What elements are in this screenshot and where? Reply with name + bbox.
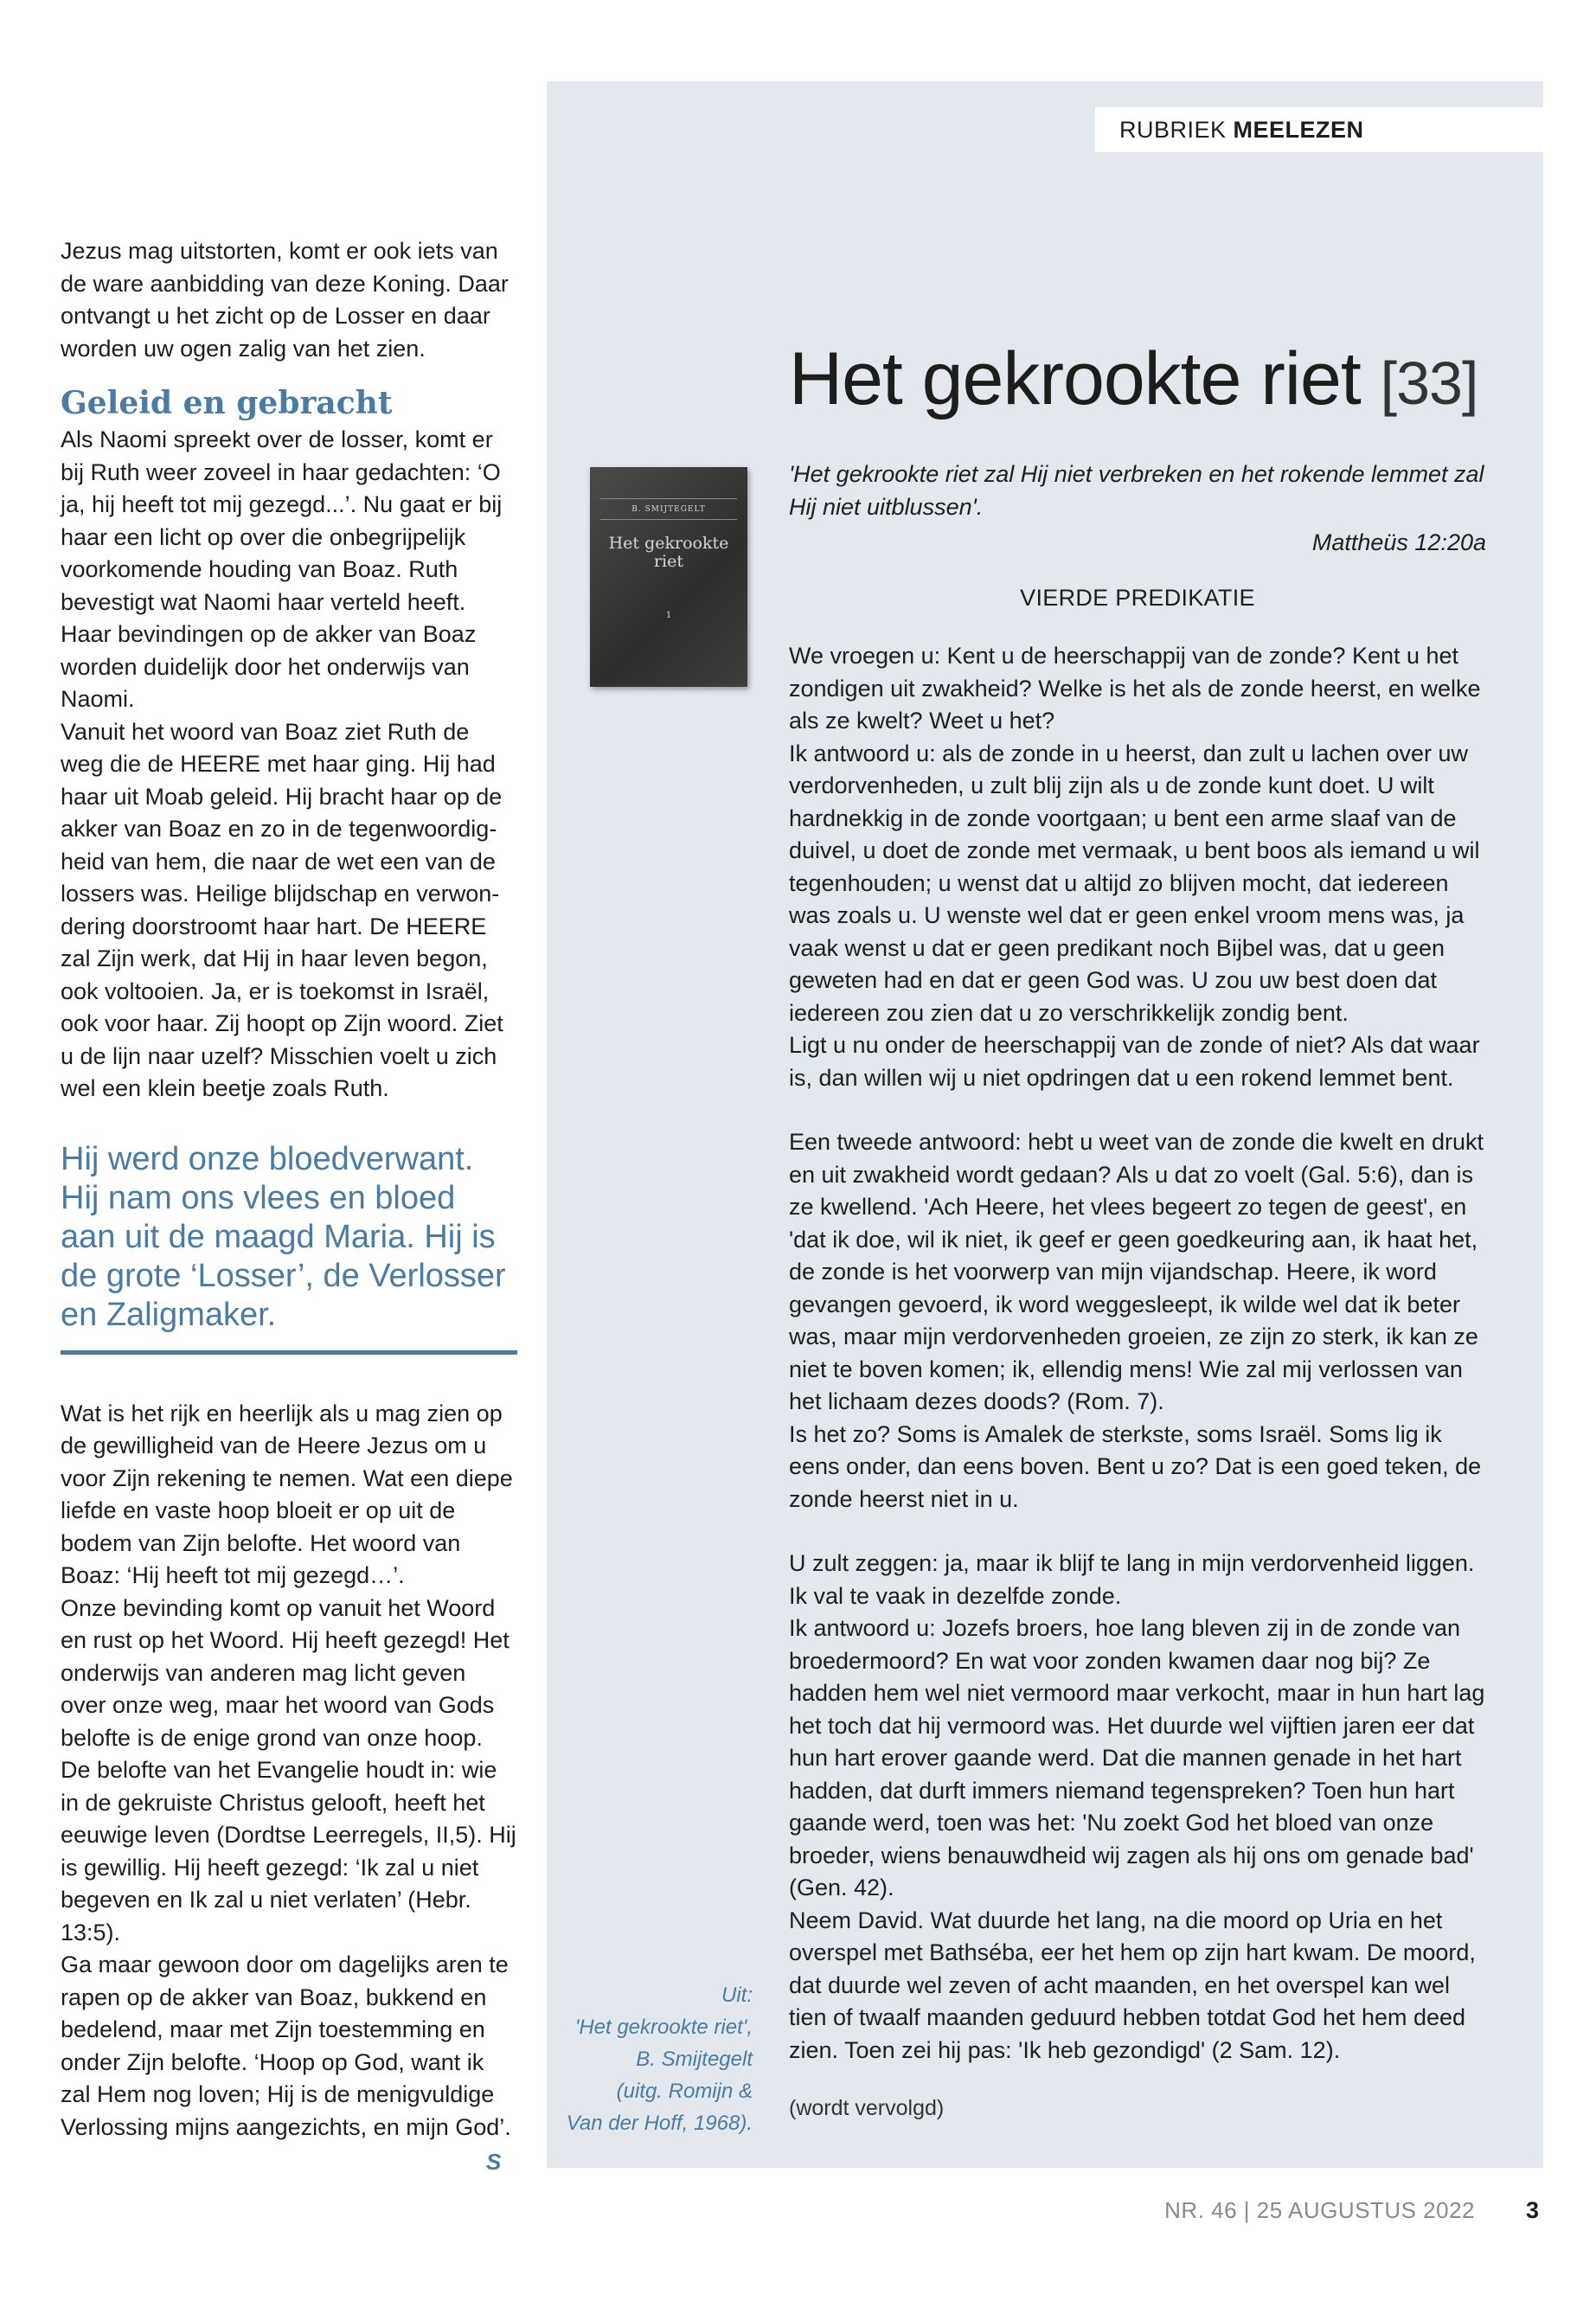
paragraph: Is het zo? Soms is Amalek de sterkste, soms Israël. Soms lig ik eens onder, dan eens boven. Bent u zo? Dat is een goed teken, de zonde heerst niet in u. (789, 1420, 1482, 1512)
caption-line: Van der Hoff, 1968). (566, 2112, 753, 2135)
rubric-label (1095, 107, 1543, 152)
cover-rule (600, 498, 737, 499)
article-title (789, 336, 1516, 426)
paragraph: We vroegen u: Kent u de heerschappij van de zonde? Kent u het zondigen uit zwakheid? Welke is het als de zonde heerst, en welke als ze kwelt? Weet u het? (789, 643, 1481, 734)
paragraph: Wat is het rijk en heerlijk als u mag zien op de gewilligheid van de Heere Jezus om u voor Zijn rekening te nemen. Wat een diepe liefde en vaste hoop bloeit er op uit de bodem van Zijn belofte. Het woord van Boaz: ‘Hij heeft tot mij gezegd…’. (61, 1400, 513, 1588)
sermon-heading: VIERDE PREDIKATIE (1020, 584, 1255, 611)
caption-line: 'Het gekrookte riet', (574, 2016, 753, 2039)
paragraph: Ga maar gewoon door om dagelijks aren te rapen op de akker van Boaz, bukkend en bedelend, maar met Zijn toestemming en onder Zijn belofte. ‘Hoop op God, want ik zal Hem nog loven; Hij is de menigvuldige Verlossing mijns aangezichts, en mijn God’. (61, 1952, 511, 2140)
caption-line: B. Smijtegelt (636, 2048, 753, 2071)
paragraph: Ik antwoord u: Jozefs broers, hoe lang bleven zij in de zonde van broedermoord? En wat voor zonden kwamen daar nog bij? Ze hadden hem wel niet vermoord maar verkocht, maar in hun hart lag het toch dat hij vermoord was. Het duurde wel vijftien jaren eer dat hun hart erover gaande werd. Dat die mannen genade in het hart hadden, dat durft immers niemand tegenspreken? Toen hun hart gaande werd, toen was het: 'Nu zoekt God het bloed van onze broeder, wiens benauwdheid wij zagen als hij ons om genade bad' (Gen. 42). (789, 1615, 1485, 1900)
paragraph: Als Naomi spreekt over de losser, komt er bij Ruth weer zoveel in haar gedachten: ‘O ja, hij heeft tot mij gezegd...’. Nu gaat er bij haar een licht op over die onbegrijpelijk voorkomende houding van Boaz. Ruth bevestigt wat Naomi haar verteld heeft. Haar bevindingen op de akker van Boaz worden duidelijk door het onderwijs van Naomi. (61, 426, 503, 712)
caption-line: (uitg. Romijn & (616, 2080, 753, 2103)
pull-quote: Hij werd onze bloedverwant. Hij nam ons vlees en bloed aan uit de maagd Maria. Hij is de grote ‘Losser’, de Verlosser en Zaligmaker. (61, 1140, 517, 1355)
motto-quote: 'Het gekrookte riet zal Hij niet verbreken en het rokende lemmet zal Hij niet uitblussen'. (789, 461, 1484, 520)
motto-reference: Mattheüs 12:20a (1311, 529, 1486, 555)
left-column (61, 235, 517, 2144)
cover-rule (600, 519, 737, 520)
paragraph: U zult zeggen: ja, maar ik blijf te lang in mijn verdorvenheid liggen. Ik val te vaak in dezelfde zonde. (789, 1550, 1475, 1609)
issue-info: NR. 46 | 25 AUGUSTUS 2022 (1164, 2197, 1475, 2223)
paragraph: Ligt u nu onder de heerschappij van de zonde of niet? Als dat waar is, dan willen wij u niet opdringen dat u een rokend lemmet bent. (789, 1032, 1480, 1091)
to-be-continued: (wordt vervolgd) (789, 2096, 945, 2120)
page-number: 3 (1526, 2197, 1540, 2223)
paragraph: Ik antwoord u: als de zonde in u heerst, dan zult u lachen over uw verdorvenheden, u zult blij zijn als u de zonde kunt doet. U wilt hardnekkig in de zonde voortgaan; u bent een arme slaaf van de duivel, u doet de zonde met vermaak, u bent boos als iemand u wil tegenhouden; u wenst dat u altijd zo blijven mocht, dat iedereen was zoals u. U wenste wel dat er geen enkel vroom mens was, ja vaak wenst u dat er geen predikant noch Bijbel was, dat u geen geweten had en dat er geen God was. U zou uw best doen dat iedereen zou zien dat u zo verschrikkelijk zondig bent. (789, 740, 1480, 1026)
title-number: [33] (1380, 349, 1478, 417)
rubric-prefix: RUBRIEK (1119, 117, 1227, 143)
subheading: Geleid en gebracht (61, 385, 393, 421)
paragraph: Neem David. Wat duurde het lang, na die moord op Uria en het overspel met Bathséba, eer het hem op zijn hart kwam. De moord, dat duurde wel zeven of acht maanden, en het overspel kan wel tien of twaalf maanden geduurd hebben totdat God het hem deed zien. Toen zei hij pas: 'Ik heb gezondigd' (2 Sam. 12). (789, 1907, 1476, 2063)
book-volume: 1 (665, 611, 672, 620)
book-title: Het gekrookte riet (608, 534, 729, 571)
paragraph: Een tweede antwoord: hebt u weet van de zonde die kwelt en drukt en uit zwakheid wordt gedaan? Als u dat zo voelt (Gal. 5:6), dan is ze kwellend. 'Ach Heere, het vlees begeert zo tegen de geest', en 'dat ik doe, wil ik niet, ik geef er geen goedkeuring aan, ik haat het, de zonde is het voorwerp van mijn vijandschap. Heere, ik word gevangen gevoerd, ik word weggesleept, ik wilde wel dat ik beter was, maar mijn verdorvenheden groeien, ze zijn zo sterk, ik kan ze niet te boven komen; ik, ellendig mens! Wie zal mij verlossen van het lichaam dezes doods? (Rom. 7). (789, 1129, 1484, 1414)
article-body (789, 458, 1486, 2125)
intro-paragraph: Jezus mag uitstorten, komt er ook iets van de ware aanbidding van deze Koning. Daar ontvangt u het zicht op de Losser en daar worden uw ogen zalig van het zien. (61, 238, 509, 362)
paragraph: Onze bevinding komt op vanuit het Woord en rust op het Woord. Hij heeft gezegd! Het onderwijs van anderen mag licht geven over onze weg, maar het woord van Gods belofte is de enige grond van onze hoop. De belofte van het Evangelie houdt in: wie in de gekruiste Christus gelooft, heeft het eeuwige leven (Dordtse Leerregels, II,5). Hij is gewillig. Hij heeft gezegd: ‘Ik zal u niet begeven en Ik zal u niet verlaten’ (Hebr. 13:5). (61, 1594, 516, 1945)
book-author: B. SMIJTEGELT (631, 505, 706, 514)
book-cover-image (590, 467, 747, 687)
title-text: Het gekrookte riet (789, 336, 1361, 420)
rubric-name: MEELEZEN (1233, 117, 1364, 143)
caption-line: Uit: (721, 1984, 753, 2007)
image-caption (562, 1979, 753, 2139)
end-mark-icon: S (486, 2149, 502, 2175)
paragraph: Vanuit het woord van Boaz ziet Ruth de weg die de HEERE met haar ging. Hij had haar uit Moab geleid. Hij bracht haar op de akker van Boaz en zo in de tegenwoordigheid van hem, die naar de wet een van de lossers was. Heilige blijdschap en verwondering doorstroomt haar hart. De HEERE zal Zijn werk, dat Hij in haar leven begon, ook voltooien. Ja, er is toekomst in Israël, ook voor haar. Zij hoopt op Zijn woord. Ziet u de lijn naar uzelf? Misschien voelt u zich wel een klein beetje zoals Ruth. (61, 718, 503, 1101)
